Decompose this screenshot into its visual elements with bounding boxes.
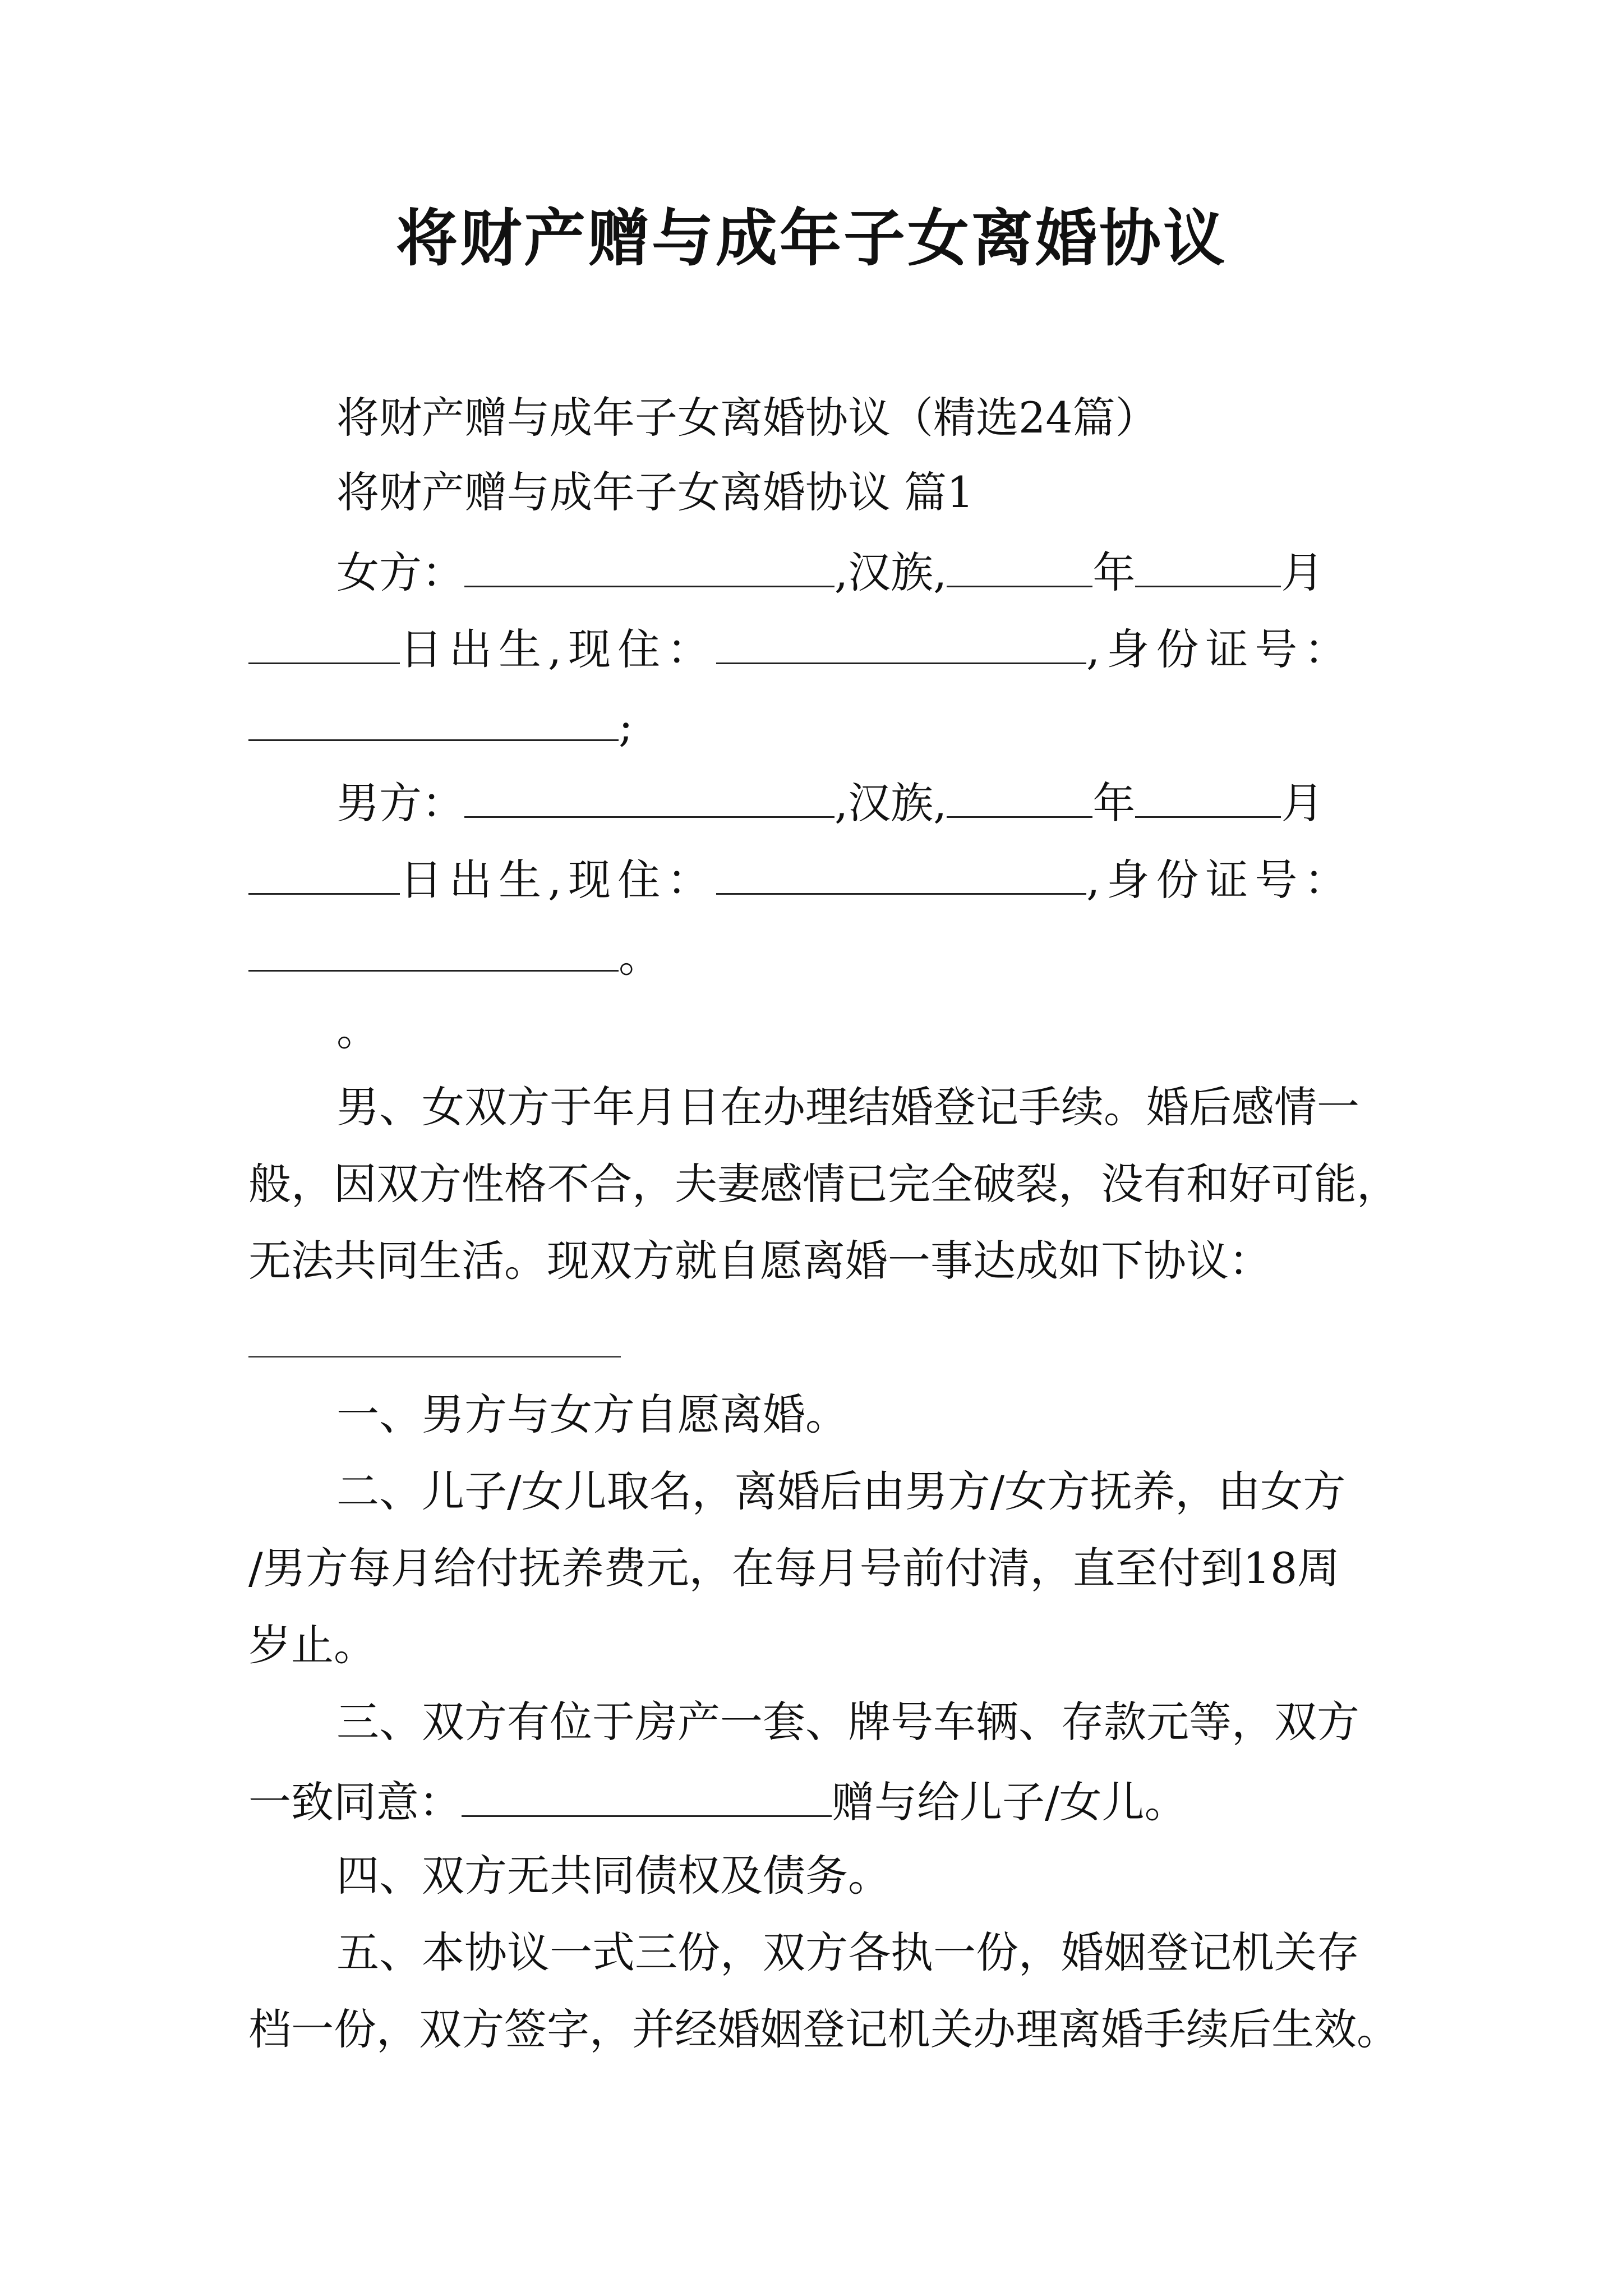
male-birth-day-blank[interactable] [248, 846, 400, 895]
clause-2-line-3: 岁止。 [248, 1620, 376, 1670]
female-born-label: 日出生,现住： [400, 624, 717, 674]
clause-3-suffix: 赠与给儿子/女儿。 [832, 1777, 1187, 1827]
clause-5-line-2: 档一份，双方签字，并经婚姻登记机关办理离婚手续后生效。 [248, 2004, 1399, 2054]
clause-1: 一、男方与女方自愿离婚。 [336, 1389, 848, 1439]
document-subtitle: 将财产赠与成年子女离婚协议（精选24篇） [336, 393, 1158, 443]
male-party-line-3 [248, 923, 661, 984]
clause-4: 四、双方无共同债权及债务。 [336, 1851, 891, 1901]
male-name-blank[interactable] [464, 769, 834, 818]
intro-line-2: 般，因双方性格不合，夫妻感情已完全破裂，没有和好可能， [248, 1159, 1399, 1209]
separator-rule [248, 1356, 621, 1358]
intro-line-1: 男、女双方于年月日在办理结婚登记手续。婚后感情一 [336, 1082, 1359, 1132]
document-title: 将财产赠与成年子女离婚协议 [396, 202, 1227, 274]
female-address-blank[interactable] [716, 615, 1086, 664]
female-year-label: 年 [1092, 547, 1136, 597]
clause-2-line-1: 二、儿子/女儿取名，离婚后由男方/女方抚养，由女方 [336, 1466, 1346, 1516]
female-month-label: 月 [1281, 547, 1324, 597]
male-end: 。 [619, 932, 661, 982]
clause-3-line-1: 三、双方有位于房产一套、牌号车辆、存款元等，双方 [336, 1697, 1359, 1747]
male-label: 男方： [336, 778, 464, 828]
male-id-label: ,身份证号： [1086, 855, 1354, 905]
female-end: ; [619, 701, 633, 751]
male-ethnicity: ,汉族, [834, 778, 947, 828]
female-label: 女方： [336, 547, 464, 597]
female-birth-year-blank[interactable] [947, 539, 1092, 587]
female-party-line-2 [248, 615, 1353, 677]
clause-3-line-2 [248, 1768, 1187, 1830]
section-heading: 将财产赠与成年子女离婚协议 篇1 [336, 467, 974, 517]
intro-line-3: 无法共同生活。现双方就自愿离婚一事达成如下协议： [248, 1236, 1271, 1286]
clause-3-prefix: 一致同意： [248, 1777, 462, 1827]
female-party-line-1 [336, 539, 1324, 600]
male-born-label: 日出生,现住： [400, 855, 717, 905]
female-party-line-3 [248, 692, 633, 754]
male-year-label: 年 [1092, 778, 1136, 828]
male-address-blank[interactable] [716, 846, 1086, 895]
recipient-blank[interactable] [462, 1768, 832, 1817]
female-ethnicity: ,汉族, [834, 547, 947, 597]
clause-2-line-2: /男方每月给付抚养费元，在每月号前付清，直至付到18周 [248, 1543, 1340, 1593]
male-birth-year-blank[interactable] [947, 769, 1092, 818]
female-id-label: ,身份证号： [1086, 624, 1354, 674]
male-party-line-1 [336, 769, 1324, 831]
male-party-line-2 [248, 846, 1353, 908]
male-month-label: 月 [1281, 778, 1324, 828]
female-birth-day-blank[interactable] [248, 615, 400, 664]
clause-5-line-1: 五、本协议一式三份，双方各执一份，婚姻登记机关存 [336, 1927, 1359, 1977]
female-name-blank[interactable] [464, 539, 834, 587]
male-birth-month-blank[interactable] [1135, 769, 1281, 818]
male-id-blank[interactable] [248, 923, 619, 972]
female-birth-month-blank[interactable] [1135, 539, 1281, 587]
dot-line: 。 [336, 1005, 379, 1055]
female-id-blank[interactable] [248, 692, 619, 741]
